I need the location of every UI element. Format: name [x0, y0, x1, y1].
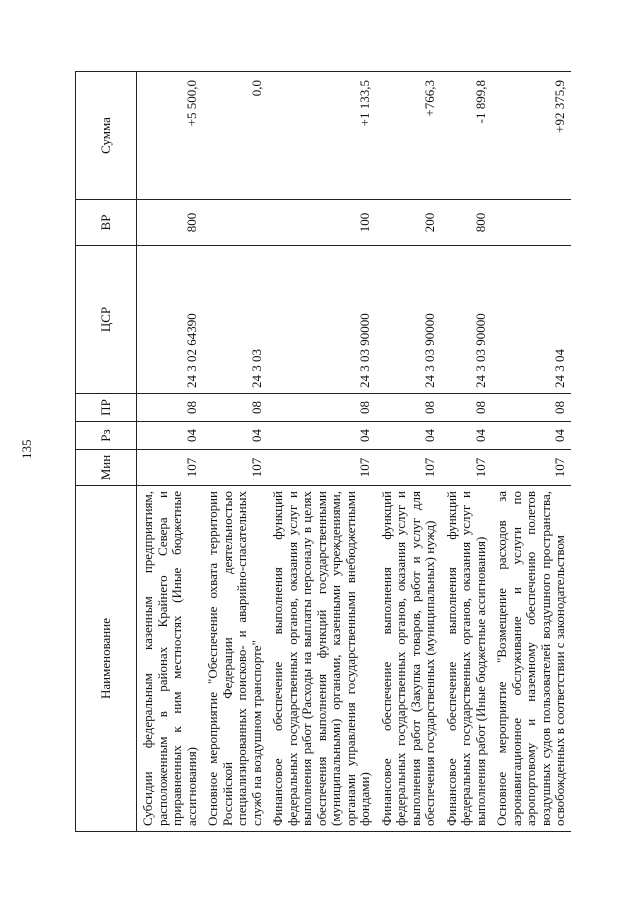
row-rz: 04 [202, 422, 267, 450]
row-vr: 800 [441, 200, 492, 246]
row-sum: 0,0 [202, 72, 267, 200]
row-vr: 800 [137, 200, 203, 246]
row-min: 107 [137, 450, 203, 486]
row-name: Субсидии федеральным казенным предприятиям, расположенным в районах Крайнего Севера и приравненных к ним местностях (Иные бюджетные ассигнования) [137, 486, 203, 832]
row-csr: 24 3 03 90000 [441, 246, 492, 394]
table-row [441, 72, 492, 832]
row-min: 107 [491, 450, 571, 486]
table-row [491, 72, 571, 832]
row-rz: 04 [491, 422, 571, 450]
row-min: 107 [441, 450, 492, 486]
row-vr [491, 200, 571, 246]
row-vr [202, 200, 267, 246]
row-sum: +92 375,9 [491, 72, 571, 200]
row-csr: 24 3 03 [202, 246, 267, 394]
row-sum: +5 500,0 [137, 72, 203, 200]
row-csr: 24 3 02 64390 [137, 246, 203, 394]
row-rz: 04 [137, 422, 203, 450]
header-min: Мин [76, 450, 137, 486]
row-name: Основное мероприятие "Возмещение расходов за аэронавигационное обслуживание и услуги по аэропортовому и наземному обеспечению полетов воздушных судов пользователей воздушного пространства, освобожденных в соответствии с законодательством [491, 486, 571, 832]
table-row [267, 72, 376, 832]
header-name: Наименование [76, 486, 137, 832]
table-row [376, 72, 441, 832]
budget-table [75, 71, 571, 832]
rotated-table-container [75, 72, 565, 832]
row-csr: 24 3 03 90000 [267, 246, 376, 394]
row-min: 107 [267, 450, 376, 486]
row-csr: 24 3 04 [491, 246, 571, 394]
header-rz: Рз [76, 422, 137, 450]
header-vr: ВР [76, 200, 137, 246]
row-pr: 08 [202, 394, 267, 422]
row-vr: 100 [267, 200, 376, 246]
row-name: Финансовое обеспечение выполнения функций федеральных государственных органов, оказания услуг и выполнения работ (Расходы на выплаты персоналу в целях обеспечения выполнения функций государственными (муниципальными) органами, казенными учреждениями, органами управления государственными внебюджетными фондами) [267, 486, 376, 832]
row-pr: 08 [137, 394, 203, 422]
row-min: 107 [376, 450, 441, 486]
row-name: Финансовое обеспечение выполнения функций федеральных государственных органов, оказания услуг и выполнения работ (Закупка товаров, работ и услуг для обеспечения государственных (муниципальных) нужд) [376, 486, 441, 832]
header-sum: Сумма [76, 72, 137, 200]
page-number: 135 [19, 439, 34, 459]
row-csr: 24 3 03 90000 [376, 246, 441, 394]
row-vr: 200 [376, 200, 441, 246]
row-sum: -1 899,8 [441, 72, 492, 200]
row-min: 107 [202, 450, 267, 486]
row-name: Финансовое обеспечение выполнения функций федеральных государственных органов, оказания услуг и выполнения работ (Иные бюджетные ассигнования) [441, 486, 492, 832]
table-header-row [76, 72, 137, 832]
row-sum: +766,3 [376, 72, 441, 200]
row-name: Основное мероприятие "Обеспечение охвата территории Российской Федерации деятельностью специализированных поисково- и аварийно-спасательных служб на воздушном транспорте" [202, 486, 267, 832]
row-rz: 04 [441, 422, 492, 450]
header-pr: ПР [76, 394, 137, 422]
row-rz: 04 [376, 422, 441, 450]
row-pr: 08 [267, 394, 376, 422]
row-pr: 08 [441, 394, 492, 422]
header-csr: ЦСР [76, 246, 137, 394]
row-sum: +1 133,5 [267, 72, 376, 200]
row-pr: 08 [376, 394, 441, 422]
table-row [202, 72, 267, 832]
row-rz: 04 [267, 422, 376, 450]
row-pr: 08 [491, 394, 571, 422]
table-row [137, 72, 203, 832]
